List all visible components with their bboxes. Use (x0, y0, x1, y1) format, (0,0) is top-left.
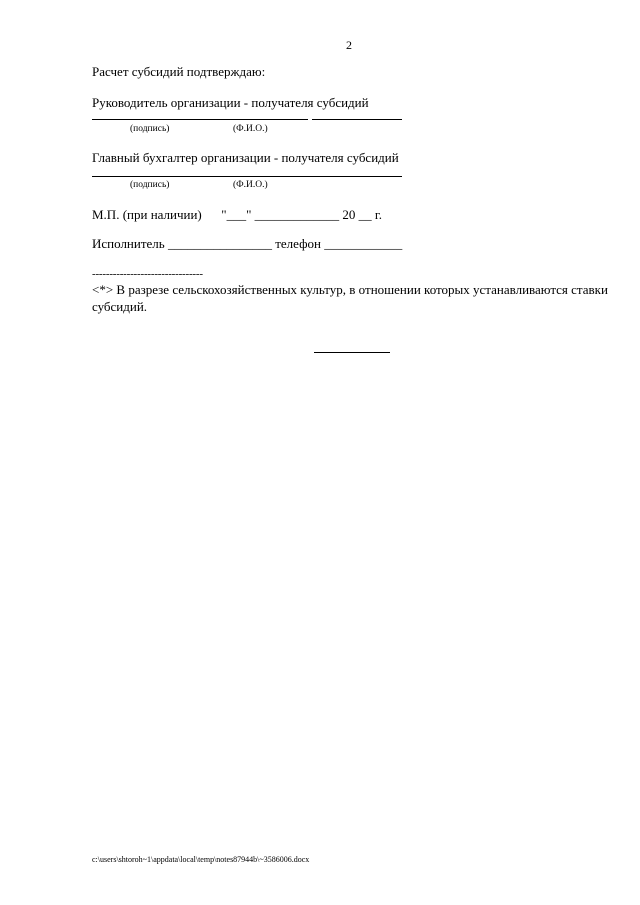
head-caption-name: (Ф.И.О.) (233, 124, 268, 134)
footnote-separator: -------------------------------- (92, 268, 203, 280)
head-signature-line (92, 119, 308, 120)
accountant-caption-name: (Ф.И.О.) (233, 180, 268, 190)
accountant-caption-signature: (подпись) (130, 180, 170, 190)
accountant-title: Главный бухгалтер организации - получателя субсидий (92, 150, 399, 165)
head-name-line (312, 119, 402, 120)
stamp-date-line: М.П. (при наличии) "___" _____________ 20 __ г. (92, 207, 382, 222)
file-path: c:\users\shtoroh~1\appdata\local\temp\notes87944b\~3586006.docx (92, 855, 310, 864)
head-caption-signature: (подпись) (130, 124, 170, 134)
page-number: 2 (346, 38, 352, 52)
executor-line: Исполнитель ________________ телефон ____________ (92, 236, 403, 251)
footnote-text: <*> В разрезе сельскохозяйственных культур, в отношении которых устанавливаются ставки субсидий. (92, 282, 608, 314)
accountant-signature-line (92, 176, 402, 177)
confirm-text: Расчет субсидий подтверждаю: (92, 64, 266, 79)
head-title: Руководитель организации - получателя субсидий (92, 95, 369, 110)
closing-line (314, 352, 390, 353)
